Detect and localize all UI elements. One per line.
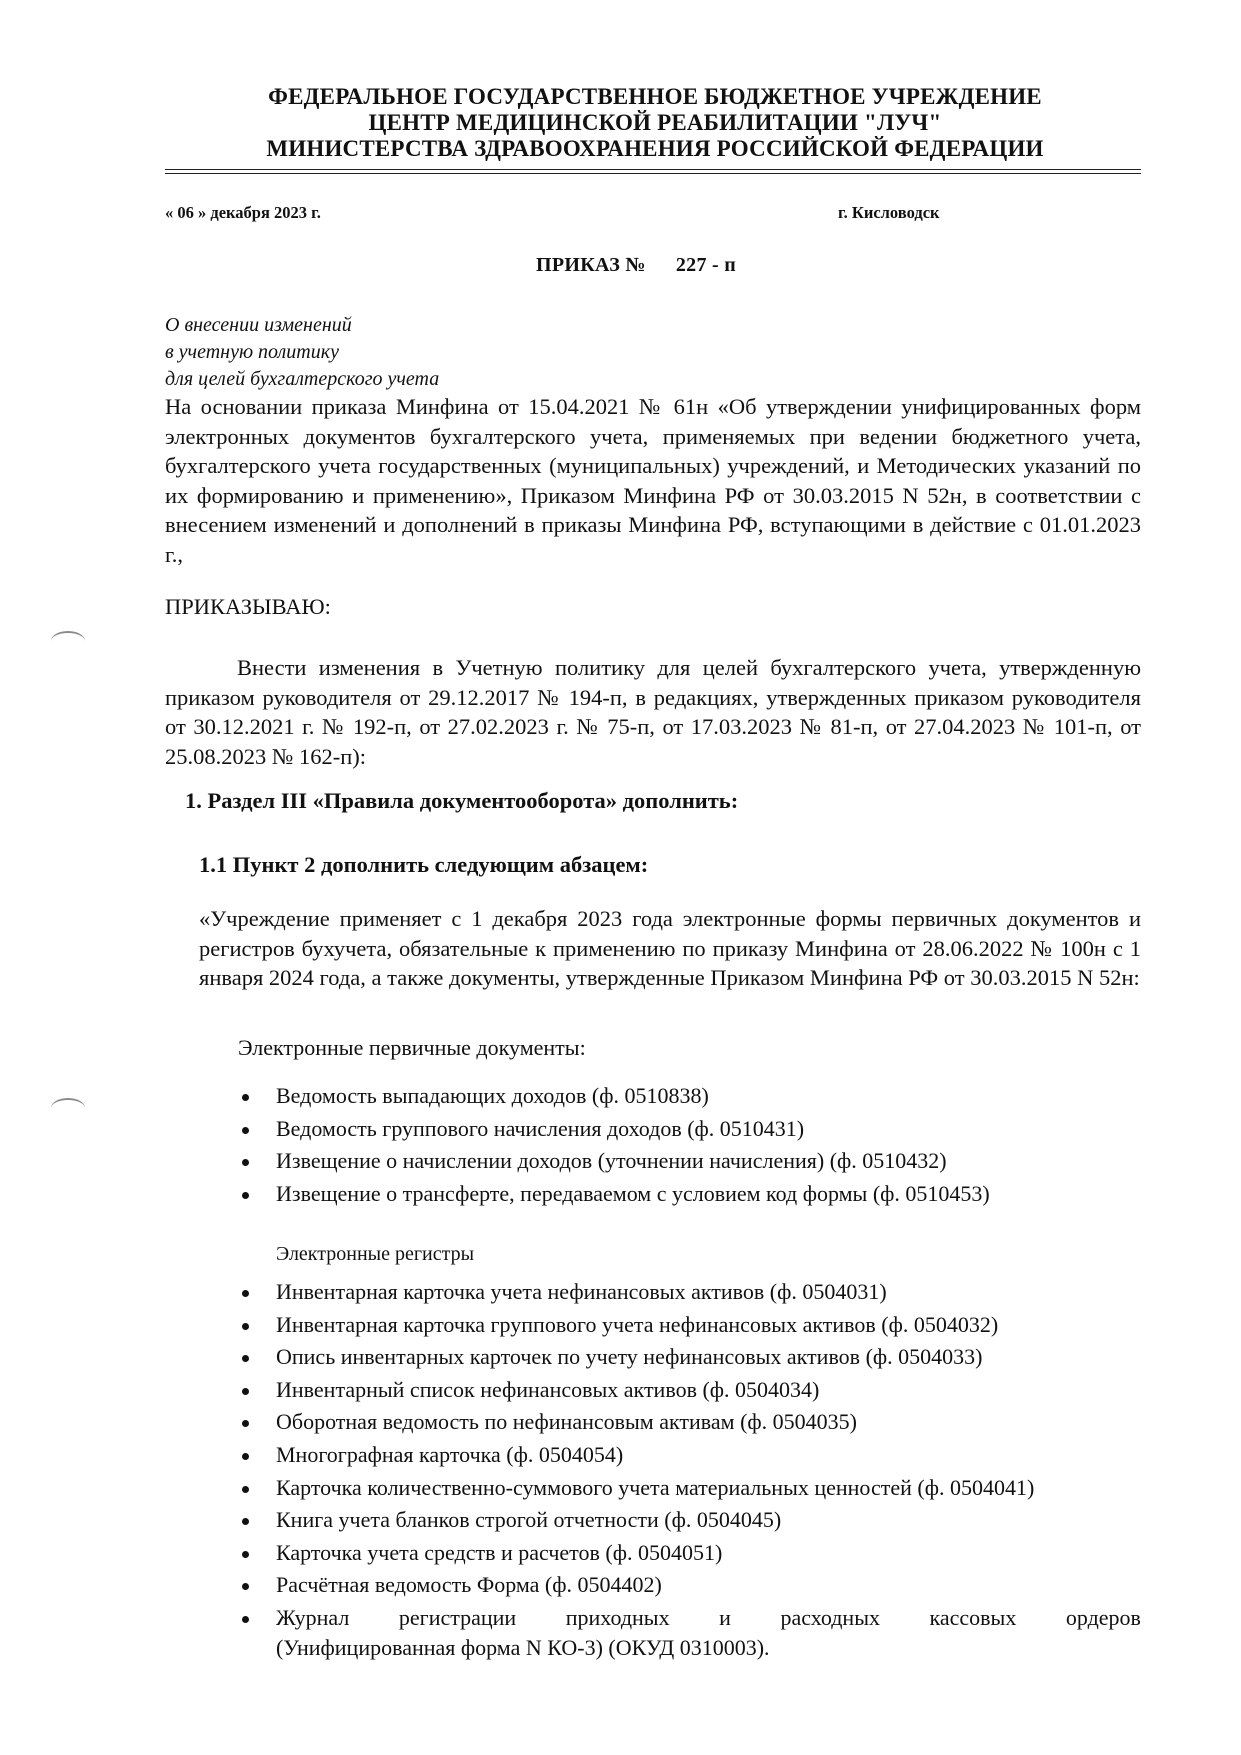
header-line-1: ФЕДЕРАЛЬНОЕ ГОСУДАРСТВЕННОЕ БЮДЖЕТНОЕ УЧРЕЖДЕНИЕ [268, 84, 1042, 109]
list-item [238, 1440, 1034, 1473]
order-subject [165, 312, 439, 393]
registers-list [238, 1277, 1034, 1603]
list-item-text: Оборотная ведомость по нефинансовым активам (ф. 0504035) [276, 1409, 857, 1435]
bullet-icon [242, 1583, 249, 1590]
bullet-icon [242, 1453, 249, 1460]
word: кассовых [929, 1605, 1017, 1630]
basis-paragraph: На основании приказа Минфина от 15.04.2021 № 61н «Об утверждении унифицированных форм электронных документов бухгалтерского учета, применяемых при ведении бюджетного учета, бухгалтерского учета государственных (муниципальных) учреждений, и Методических указаний по их формированию и применению», Приказом Минфина РФ от 30.03.2015 N 52н, в соответствии с внесением изменений и дополнений в приказы Минфина РФ, вступающими в действие с 01.01.2023 г., [165, 394, 1141, 567]
list-item [238, 1179, 990, 1212]
order-city: г. Кисловодск [838, 203, 940, 222]
list-item-text: Ведомость группового начисления доходов (ф. 0510431) [276, 1115, 805, 1141]
word: регистрации [398, 1605, 517, 1630]
list-item-text: Карточка учета средств и расчетов (ф. 0504051) [276, 1539, 723, 1565]
header-divider-thin [165, 173, 1141, 174]
list-item [238, 1407, 1034, 1440]
order-number: 227 - п [675, 254, 737, 276]
bullet-icon [242, 1192, 249, 1199]
list-item-text: Ведомость выпадающих доходов (ф. 0510838) [276, 1083, 709, 1108]
date-line [165, 203, 960, 223]
list-item [238, 1375, 1034, 1408]
bullet-icon [242, 1094, 249, 1101]
primary-docs-heading: Электронные первичные документы: [238, 1035, 586, 1060]
punch-hole-mark [51, 1098, 85, 1118]
list-item [238, 1473, 1034, 1506]
quote-paragraph: «Учреждение применяет с 1 декабря 2023 года электронные формы первичных документов и регистров бухучета, обязательные к применению по приказу Минфина от 28.06.2022 № 100н с 1 января 2024 года, а также документы, утвержденные Приказом Минфина РФ от 30.03.2015 N 52н: [199, 906, 1141, 990]
bullet-icon [242, 1518, 249, 1525]
primary-docs-list [238, 1081, 990, 1211]
bullet-icon [242, 1420, 249, 1427]
word: ордеров [1065, 1605, 1141, 1630]
list-item-text: Инвентарный список нефинансовых активов (ф. 0504034) [276, 1376, 820, 1402]
bullet-icon [242, 1323, 249, 1330]
list-item-text: Инвентарная карточка группового учета нефинансовых активов (ф. 0504032) [276, 1311, 999, 1337]
order-date: « 06 » декабря 2023 г. [165, 203, 321, 222]
cash-journal-line-2: (Унифицированная форма N КО-3) (ОКУД 0310003). [276, 1635, 770, 1660]
organization-header [160, 84, 1150, 162]
list-item [238, 1114, 990, 1147]
subject-line-1: О внесении изменений [165, 314, 352, 336]
word: и [719, 1605, 731, 1630]
list-item-cash-journal [238, 1603, 1141, 1663]
order-title [536, 254, 736, 277]
list-item [238, 1277, 1034, 1310]
list-item-text: Извещение о начислении доходов (уточнении начисления) (ф. 0510432) [276, 1148, 947, 1174]
cash-journal-line-1 [276, 1603, 1141, 1633]
bullet-icon [242, 1159, 249, 1166]
section-1-heading: 1. Раздел III «Правила документооборота» дополнить: [185, 788, 739, 813]
bullet-icon [242, 1355, 249, 1362]
section-1-1-heading: 1.1 Пункт 2 дополнить следующим абзацем: [199, 852, 649, 877]
punch-hole-mark [51, 631, 85, 651]
header-divider [165, 169, 1141, 170]
list-item-text: Карточка количественно-суммового учета материальных ценностей (ф. 0504041) [276, 1474, 1035, 1500]
list-item [238, 1081, 990, 1114]
bullet-icon [242, 1127, 249, 1134]
list-item-text: Многографная карточка (ф. 0504054) [276, 1441, 624, 1467]
list-item-text: Опись инвентарных карточек по учету нефинансовых активов (ф. 0504033) [276, 1344, 983, 1370]
subject-line-2: в учетную политику [165, 341, 339, 363]
list-item [238, 1570, 1034, 1603]
list-item-text: Инвентарная карточка учета нефинансовых активов (ф. 0504031) [276, 1279, 887, 1304]
list-item-text: Извещение о трансферте, передаваемом с условием код формы (ф. 0510453) [276, 1180, 990, 1206]
bullet-icon [242, 1290, 249, 1297]
changes-paragraph: Внести изменения в Учетную политику для целей бухгалтерского учета, утвержденную приказом руководителя от 29.12.2017 № 194-п, в редакциях, утвержденных приказом руководителя от 30.12.2021 г. № 192-п, от 27.02.2023 г. № 75-п, от 17.03.2023 № 81-п, от 27.04.2023 № 101-п, от 25.08.2023 № 162-п): [165, 655, 1141, 769]
word: приходных [565, 1605, 670, 1630]
order-label: ПРИКАЗ № [536, 254, 646, 276]
registers-heading: Электронные регистры [276, 1243, 475, 1265]
list-item [238, 1538, 1034, 1571]
header-line-2: ЦЕНТР МЕДИЦИНСКОЙ РЕАБИЛИТАЦИИ "ЛУЧ" [368, 110, 942, 135]
word: Журнал [276, 1605, 350, 1630]
bullet-icon [242, 1616, 249, 1623]
list-item-text: Книга учета бланков строгой отчетности (ф. 0504045) [276, 1507, 782, 1533]
prikazyvayu-heading: ПРИКАЗЫВАЮ: [165, 594, 331, 619]
subject-line-3: для целей бухгалтерского учета [165, 368, 440, 390]
list-item [238, 1342, 1034, 1375]
list-item [238, 1310, 1034, 1343]
bullet-icon [242, 1486, 249, 1493]
list-item [238, 1146, 990, 1179]
bullet-icon [242, 1388, 249, 1395]
word: расходных [780, 1605, 880, 1630]
list-item [238, 1505, 1034, 1538]
header-line-3: МИНИСТЕРСТВА ЗДРАВООХРАНЕНИЯ РОССИЙСКОЙ ФЕДЕРАЦИИ [266, 136, 1044, 161]
bullet-icon [242, 1551, 249, 1558]
list-item-text: Расчётная ведомость Форма (ф. 0504402) [276, 1572, 662, 1598]
